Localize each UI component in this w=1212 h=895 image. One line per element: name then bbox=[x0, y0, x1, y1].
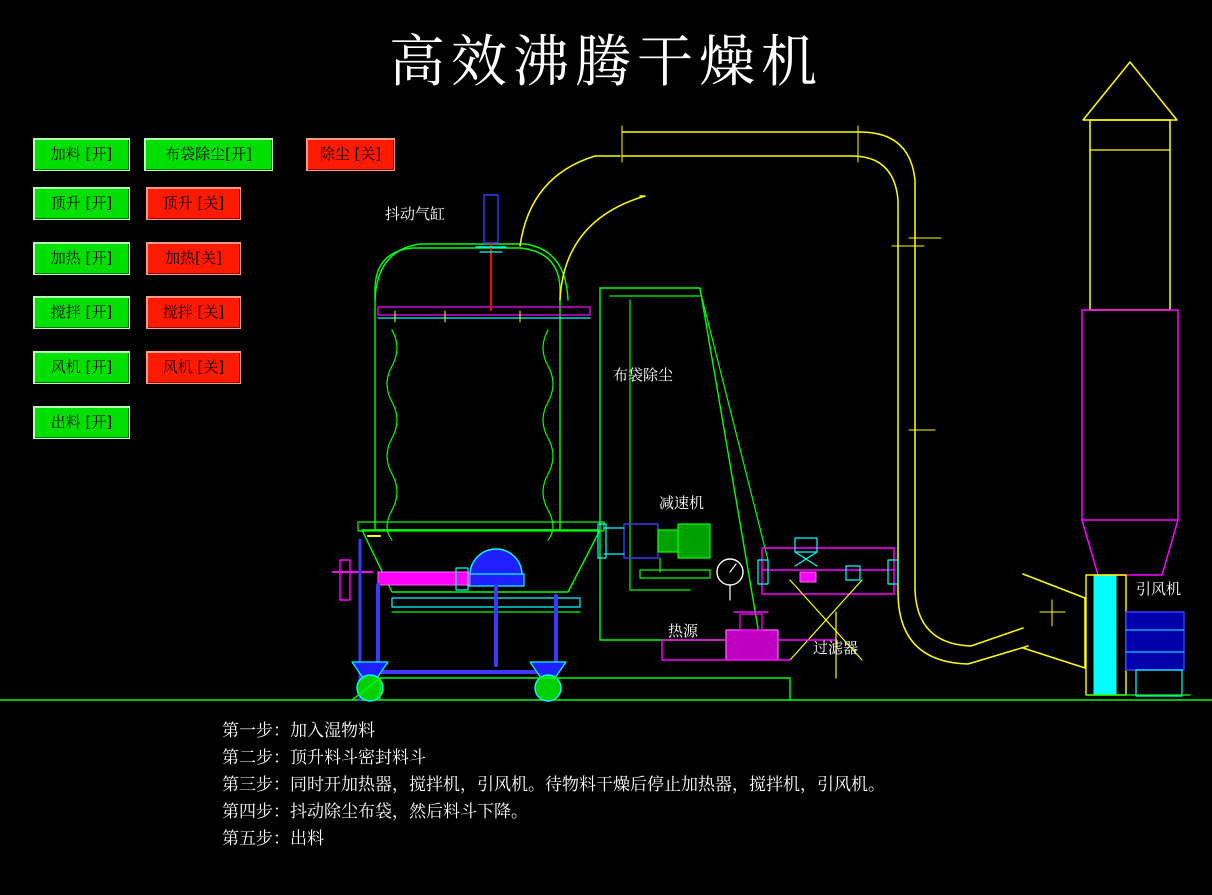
heat-valve bbox=[795, 538, 817, 552]
bag-hanger-plate bbox=[378, 307, 590, 315]
button-lift-off[interactable]: 顶升 [关] bbox=[146, 187, 241, 220]
button-bag-dust-on[interactable]: 布袋除尘[开] bbox=[144, 138, 273, 171]
duct-to-fan bbox=[898, 592, 1028, 664]
step-2: 第二步：顶升料斗密封料斗 bbox=[222, 748, 426, 768]
label-shaking-cylinder: 抖动气缸 bbox=[385, 205, 446, 223]
reducer-motor bbox=[678, 524, 710, 558]
step-1: 第一步：加入湿物料 bbox=[222, 721, 375, 741]
page-title: 高效沸腾干燥机 bbox=[389, 30, 823, 95]
filter-bag-left bbox=[387, 330, 397, 540]
heat-inlet-pipe bbox=[662, 640, 726, 660]
button-dust-off[interactable]: 除尘 [关] bbox=[306, 138, 395, 171]
button-lift-on[interactable]: 顶升 [开] bbox=[33, 187, 130, 220]
shaking-cylinder bbox=[484, 195, 498, 243]
fan-base bbox=[1136, 670, 1182, 696]
label-induced-draft-fan: 引风机 bbox=[1136, 580, 1182, 598]
step-4: 第四步：抖动除尘布袋，然后料斗下降。 bbox=[222, 802, 528, 822]
fan-inlet-cone bbox=[1023, 574, 1085, 668]
feed-valve bbox=[340, 560, 350, 600]
wheel-right bbox=[535, 675, 561, 701]
label-heat-source: 热源 bbox=[668, 622, 699, 640]
button-heat-on[interactable]: 加热 [开] bbox=[33, 242, 130, 275]
base-frame bbox=[352, 678, 790, 700]
duct-top-run bbox=[622, 132, 915, 590]
button-discharge-on[interactable]: 出料 [开] bbox=[33, 406, 130, 439]
dust-collector-body bbox=[600, 288, 760, 640]
vessel-shell bbox=[375, 248, 560, 530]
label-bag-dust-collector: 布袋除尘 bbox=[613, 366, 674, 384]
cyclone-body bbox=[1082, 310, 1178, 520]
step-3: 第三步：同时开加热器，搅拌机，引风机。待物料干燥后停止加热器，搅拌机，引风机。 bbox=[222, 775, 885, 795]
outlet-duct-upper bbox=[520, 156, 620, 246]
procedure-steps bbox=[222, 718, 885, 853]
chimney-stack bbox=[1090, 120, 1170, 310]
button-agitator-off[interactable]: 搅拌 [关] bbox=[146, 296, 241, 329]
label-filter: 过滤器 bbox=[813, 639, 859, 657]
reducer-body bbox=[624, 524, 658, 558]
distributor-plate bbox=[392, 598, 580, 607]
button-feed-on[interactable]: 加料 [开] bbox=[33, 138, 130, 171]
button-agitator-on[interactable]: 搅拌 [开] bbox=[33, 296, 130, 329]
agitator-motor bbox=[470, 549, 522, 575]
step-5: 第五步：出料 bbox=[222, 829, 324, 849]
filter-body bbox=[726, 630, 778, 660]
chimney-cap bbox=[1083, 62, 1177, 120]
label-gear-reducer: 减速机 bbox=[659, 494, 705, 512]
button-heat-off[interactable]: 加热[关] bbox=[146, 242, 241, 275]
cyclone-downpipe bbox=[1094, 575, 1116, 695]
heat-exchanger bbox=[762, 548, 894, 594]
induced-draft-fan bbox=[1126, 612, 1184, 670]
filter-bag-right bbox=[543, 330, 553, 540]
cyclone-cone bbox=[1082, 520, 1178, 575]
button-fan-on[interactable]: 风机 [开] bbox=[33, 351, 130, 384]
button-fan-off[interactable]: 风机 [关] bbox=[146, 351, 241, 384]
